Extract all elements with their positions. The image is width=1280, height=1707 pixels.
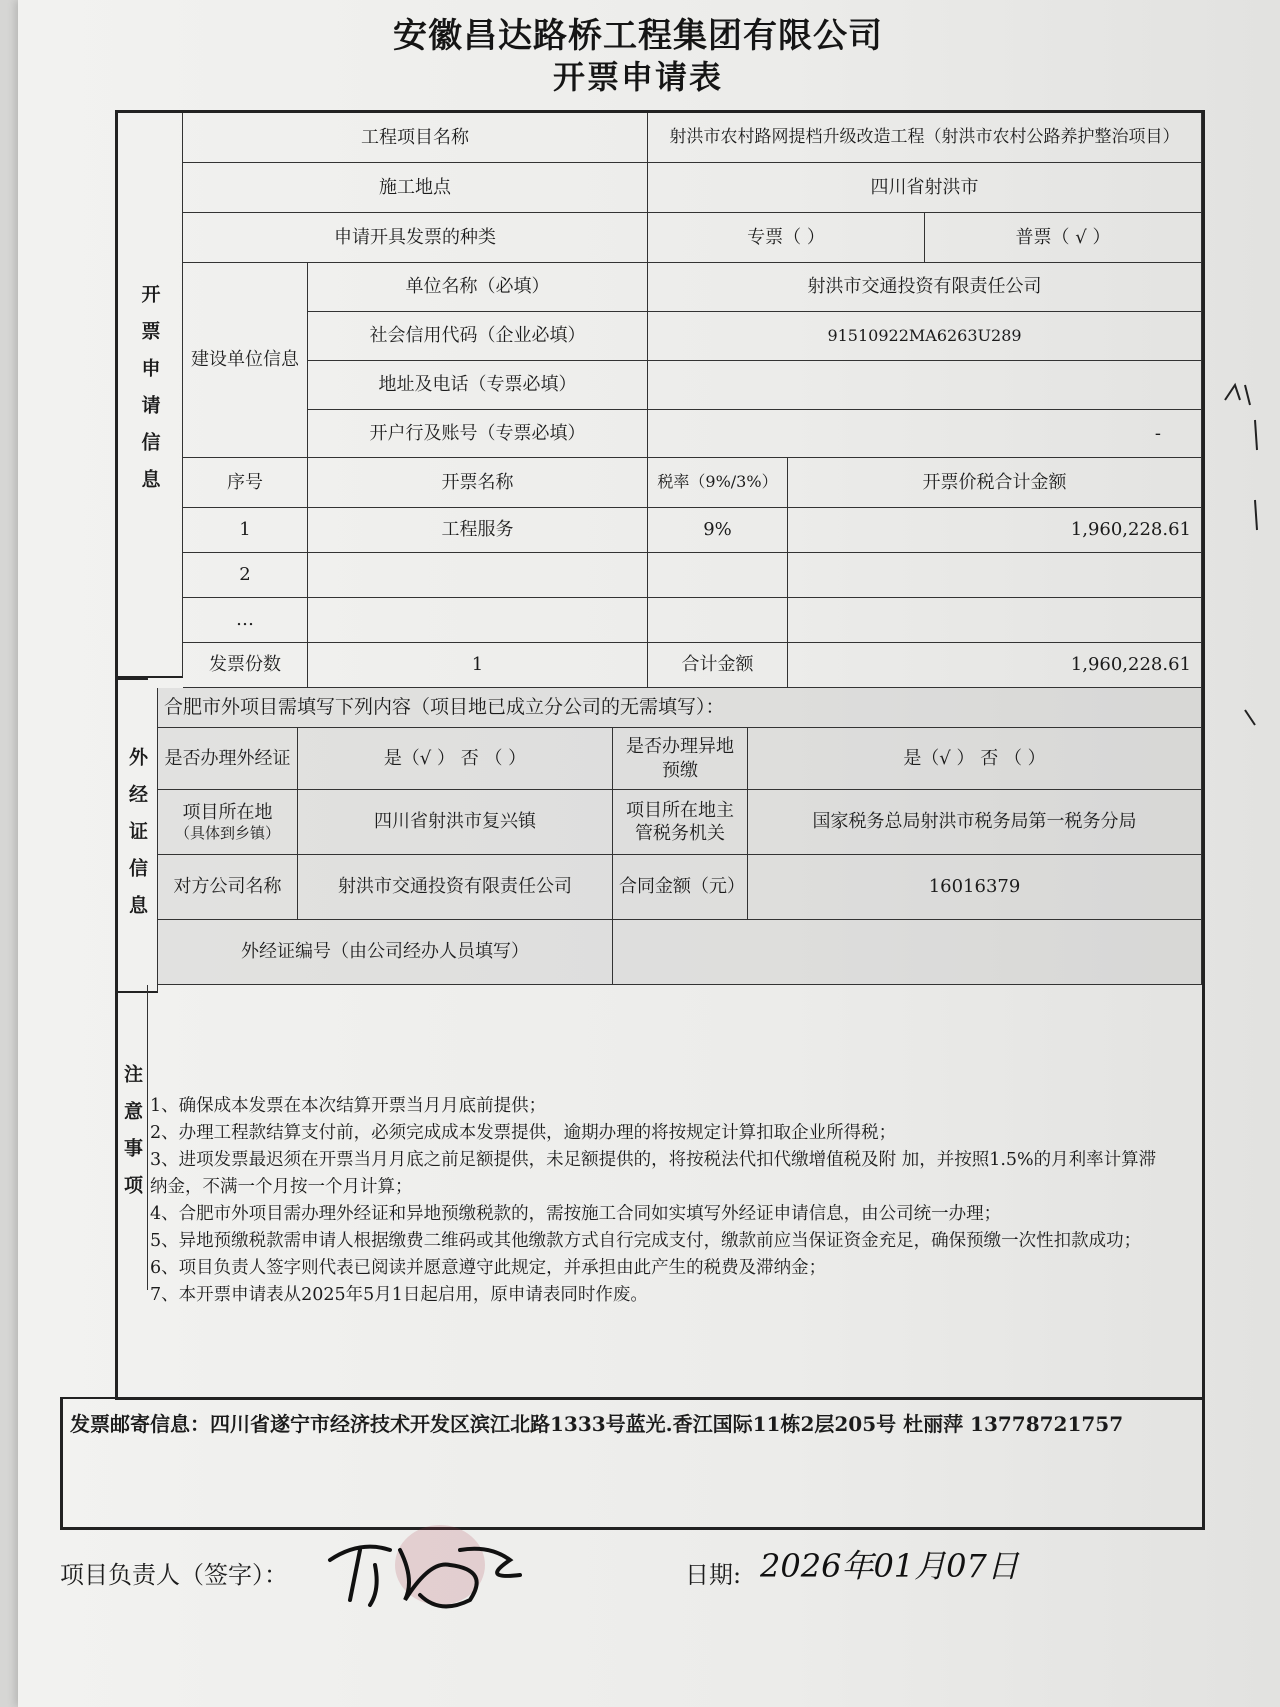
- mailing-info: 发票邮寄信息：四川省遂宁市经济技术开发区滨江北路1333号蓝光.香江国际11栋2层205号 杜丽萍 13778721757: [70, 1412, 1124, 1436]
- tax-authority-label: 项目所在地主管税务机关: [613, 790, 748, 855]
- unit-name-value: 射洪市交通投资有限责任公司: [648, 263, 1202, 312]
- contract-amount-value: 16016379: [748, 855, 1202, 920]
- builder-info-label: 建设单位信息: [183, 263, 308, 458]
- table-row-amount: [788, 598, 1202, 643]
- section-divider: [118, 678, 148, 680]
- contract-amount-label: 合同金额（元）: [613, 855, 748, 920]
- prepay-value: 是（√ ） 否 （ ）: [748, 728, 1202, 790]
- notice-item: 2、办理工程款结算支付前，必须完成成本发票提供，逾期办理的将按规定计算扣取企业所得税；: [150, 1123, 897, 1143]
- table-header-no: 序号: [183, 458, 308, 508]
- address-value: [648, 361, 1202, 410]
- company-name: 安徽昌达路桥工程集团有限公司: [393, 16, 883, 56]
- total-label: 合计金额: [648, 643, 788, 688]
- counterparty-value: 射洪市交通投资有限责任公司: [298, 855, 613, 920]
- need-cert-value: 是（√ ） 否 （ ）: [298, 728, 613, 790]
- date-value: 2026年01月07日: [760, 1547, 1019, 1585]
- prepay-label: 是否办理异地预缴: [613, 728, 748, 790]
- project-location-sub: （具体到乡镇）: [174, 823, 280, 842]
- counterparty-label: 对方公司名称: [158, 855, 298, 920]
- copies-value: 1: [308, 643, 648, 688]
- table-row-name: 工程服务: [308, 508, 648, 553]
- copies-label: 发票份数: [183, 643, 308, 688]
- project-name-value: 射洪市农村路网提档升级改造工程（射洪市农村公路养护整治项目）: [648, 113, 1202, 163]
- invoice-type-normal: 普票（ √ ）: [925, 213, 1202, 263]
- table-row-name: [308, 553, 648, 598]
- notice-item: 5、异地预缴税款需申请人根据缴费二维码或其他缴款方式自行完成支付，缴款前应当保证资金充足，确保预缴一次性扣款成功；: [150, 1231, 1142, 1251]
- table-header-name: 开票名称: [308, 458, 648, 508]
- external-section-label: 外经证信息: [118, 688, 158, 993]
- location-label: 施工地点: [183, 163, 648, 213]
- total-value: 1,960,228.61: [788, 643, 1202, 688]
- table-row-rate: [648, 553, 788, 598]
- table-header-rate: 税率（9%/3%）: [648, 458, 788, 508]
- table-row-no: …: [183, 598, 308, 643]
- table-row-amount: [788, 553, 1202, 598]
- project-location-label-cell: [158, 790, 298, 855]
- bank-value: -: [648, 410, 1202, 458]
- table-row-rate: [648, 598, 788, 643]
- invoice-section-label: 开票申请信息: [118, 113, 183, 678]
- handwritten-signature: [320, 1520, 550, 1615]
- location-value: 四川省射洪市: [648, 163, 1202, 213]
- table-row-amount: 1,960,228.61: [788, 508, 1202, 553]
- table-row-no: 1: [183, 508, 308, 553]
- tax-authority-value: 国家税务总局射洪市税务局第一税务分局: [748, 790, 1202, 855]
- notice-item: 3、进项发票最迟须在开票当月月底之前足额提供，未足额提供的，将按税法代扣代缴增值税及附 加，并按照1.5%的月利率计算滞纳金，不满一个月按一个月计算；: [150, 1150, 1157, 1197]
- handwritten-date: [760, 1535, 1020, 1595]
- table-row-no: 2: [183, 553, 308, 598]
- external-intro: 合肥市外项目需填写下列内容（项目地已成立分公司的无需填写）：: [158, 688, 1202, 728]
- table-row-rate: 9%: [648, 508, 788, 553]
- address-label: 地址及电话（专票必填）: [308, 361, 648, 410]
- project-name-label: 工程项目名称: [183, 113, 648, 163]
- cert-no-label: 外经证编号（由公司经办人员填写）: [158, 920, 613, 985]
- notice-item: 1、确保成本发票在本次结算开票当月月底前提供；: [150, 1096, 547, 1116]
- table-header-amount: 开票价税合计金额: [788, 458, 1202, 508]
- credit-code-value: 91510922MA6263U289: [648, 312, 1202, 361]
- table-row-name: [308, 598, 648, 643]
- notice-item: 7、本开票申请表从2025年5月1日起启用，原申请表同时作废。: [150, 1285, 648, 1305]
- project-location-label: 项目所在地: [182, 801, 273, 823]
- cert-no-value: [613, 920, 1202, 985]
- signature-label: 项目负责人（签字）：: [60, 1561, 288, 1589]
- notice-item: 6、项目负责人签字则代表已阅读并愿意遵守此规定，并承担由此产生的税费及滞纳金；: [150, 1258, 827, 1278]
- bank-label: 开户行及账号（专票必填）: [308, 410, 648, 458]
- margin-scribble: [1215, 380, 1275, 730]
- invoice-type-special: 专票（ ）: [648, 213, 925, 263]
- need-cert-label: 是否办理外经证: [158, 728, 298, 790]
- date-label: 日期:: [685, 1561, 742, 1589]
- notice-item: 4、合肥市外项目需办理外经证和异地预缴税款的，需按施工合同如实填写外经证申请信息，由公司统一办理；: [150, 1204, 1002, 1224]
- project-location-value: 四川省射洪市复兴镇: [298, 790, 613, 855]
- notice-section-label: 注意事项: [118, 985, 148, 1290]
- notice-list: [150, 1093, 1160, 1309]
- form-title: 开票申请表: [552, 58, 723, 96]
- credit-code-label: 社会信用代码（企业必填）: [308, 312, 648, 361]
- unit-name-label: 单位名称（必填）: [308, 263, 648, 312]
- invoice-type-label: 申请开具发票的种类: [183, 213, 648, 263]
